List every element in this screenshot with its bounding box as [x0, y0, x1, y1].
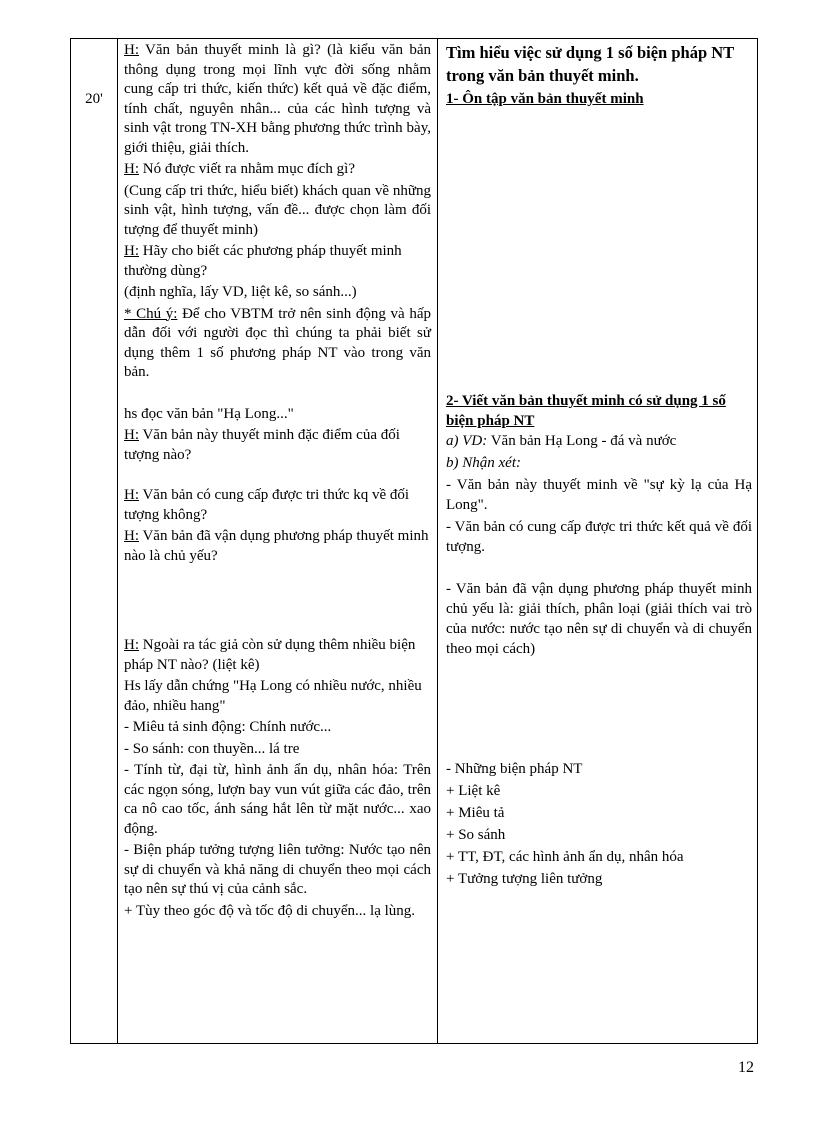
time-cell: 20': [85, 91, 103, 107]
list-item: + So sánh: [446, 827, 506, 843]
subsection-title: 2- Viết văn bản thuyết minh có sử dụng 1 số biện pháp NT: [446, 393, 726, 429]
column-divider: [117, 39, 118, 1043]
answer: (Cung cấp tri thức, hiểu biết) khách quan về những sinh vật, hình tượng, vấn đề... được chọn làm đối tượng để thuyết minh): [124, 182, 431, 238]
content-column: [446, 41, 752, 891]
question: H: Văn bản có cung cấp được tri thức kq về đối tượng không?: [124, 487, 410, 523]
list-item: + TT, ĐT, các hình ảnh ẩn dụ, nhân hóa: [446, 849, 684, 865]
list-item: + Miêu tả: [446, 805, 505, 821]
page-number: 12: [738, 1059, 754, 1076]
evidence-item: - Tính từ, đại từ, hình ảnh ẩn dụ, nhân hóa: Trên các ngọn sóng, lượn bay vun vút giữa các đảo, trên ca nô cao tốc, ánh sáng hắt lên từ mặt nước... xao động.: [124, 762, 431, 837]
section-heading: Tìm hiểu việc sử dụng 1 số biện pháp NT trong văn bản thuyết minh.: [446, 43, 734, 85]
evidence-item: - Miêu tả sinh động: Chính nước...: [124, 719, 332, 735]
question: H: Nó được viết ra nhằm mục đích gì?: [124, 161, 355, 177]
evidence-item: - Biện pháp tưởng tượng liên tưởng: Nước tạo nên sự di chuyển và khả năng di chuyển theo mọi cách tạo nên sự thú vị của cảnh sắc.: [124, 842, 431, 897]
question: H: Văn bản đã vận dụng phương pháp thuyết minh nào là chủ yếu?: [124, 528, 429, 564]
answer: (định nghĩa, lấy VD, liệt kê, so sánh...): [124, 284, 357, 300]
question: H: Văn bản này thuyết minh đặc điểm của đối tượng nào?: [124, 427, 400, 463]
evidence-item: - So sánh: con thuyền... lá tre: [124, 740, 300, 757]
instruction: hs đọc văn bản "Hạ Long...": [124, 405, 294, 422]
evidence-item: + Tùy theo góc độ và tốc độ di chuyển... lạ lùng.: [124, 902, 416, 919]
column-divider: [437, 39, 438, 1043]
question: H: Hãy cho biết các phương pháp thuyết minh thường dùng?: [124, 243, 402, 279]
remark: - Văn bản có cung cấp được tri thức kết quả về đối tượng.: [446, 519, 752, 555]
subsection-title: 1- Ôn tập văn bản thuyết minh: [446, 91, 644, 107]
remark-label: b) Nhận xét:: [446, 455, 521, 471]
list-item: + Liệt kê: [446, 783, 501, 799]
remark: - Văn bản đã vận dụng phương pháp thuyết minh chủ yếu là: giải thích, phân loại (giải thích vai trò của nước: nước tạo nên sự di chuyển và di chuyển theo mọi cách): [446, 581, 752, 657]
instruction: Hs lấy dẫn chứng "Hạ Long có nhiều nước, nhiều đảo, nhiều hang": [124, 678, 422, 714]
remark: - Văn bản này thuyết minh về "sự kỳ lạ của Hạ Long".: [446, 477, 752, 513]
question: H: Văn bản thuyết minh là gì? (là kiểu văn bản thông dụng trong mọi lĩnh vực đời sống nhằm cung cấp tri thức, kiến thức) kết quả về đặc điểm, tính chất, nguyên nhân... của các hình tượng và sinh vật trong TN-XH bằng phương thức trình bày, giới thiệu, giải thích.: [124, 42, 431, 156]
example-line: a) VD: Văn bản Hạ Long - đá và nước: [446, 433, 677, 449]
question: H: Ngoài ra tác giả còn sử dụng thêm nhiều biện pháp NT nào? (liệt kê): [124, 637, 416, 673]
lesson-table: [70, 38, 758, 1044]
list-item: - Những biện pháp NT: [446, 761, 583, 777]
list-item: + Tưởng tượng liên tưởng: [446, 871, 603, 887]
note: * Chú ý: Để cho VBTM trở nên sinh động và hấp dẫn đối với người đọc thì chúng ta phải biết sử dụng thêm 1 số phương pháp NT vào trong văn bản.: [124, 305, 431, 380]
activities-column: [124, 41, 431, 923]
